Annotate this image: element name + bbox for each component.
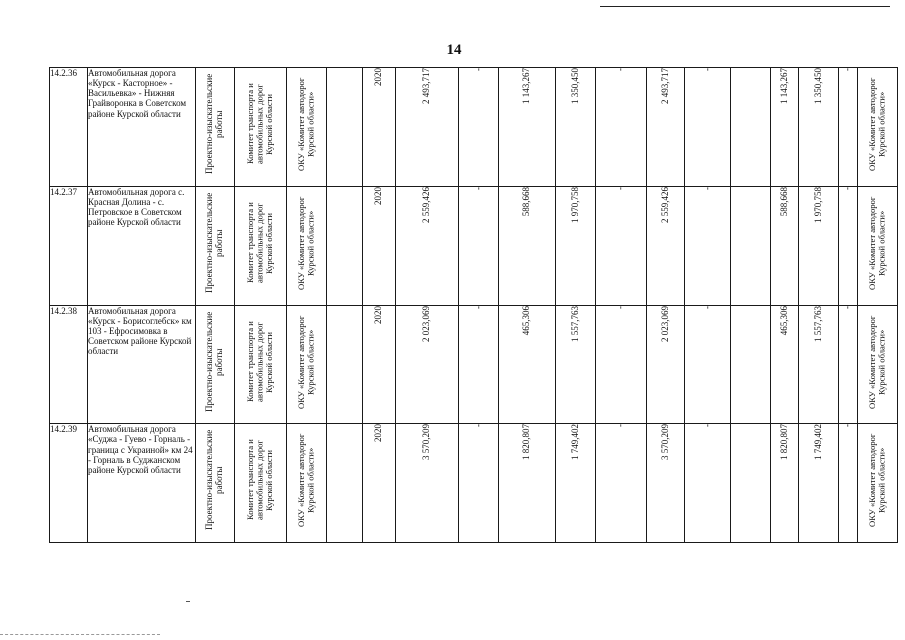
value-5: - [701,68,712,71]
federal-budget-cell [459,424,499,543]
table-row [50,68,898,187]
customer: Комитет транспорта и автомобильных дорог Курской области [245,439,275,521]
value-7: 1 970,758 [812,186,823,223]
executor: ОКУ «Комитет автодорог Курской области» [296,433,316,527]
executor-2-cell [858,424,898,543]
value-3: 1 749,402 [569,424,580,461]
year: 2020 [373,424,384,443]
value-5: - [701,305,712,309]
value-7: 1 557,763 [812,305,823,342]
table-row [50,186,898,305]
object-name-cell [88,186,196,305]
scan-mark [186,601,190,602]
customer-cell [235,305,287,424]
value-4-cell [596,68,647,187]
program-table [49,67,898,543]
value-7-cell [799,186,839,305]
year: 2020 [373,186,384,205]
value-3-cell [556,305,596,424]
work-type: Проектно-изыскательские работы [204,430,224,531]
executor-2-cell [858,68,898,187]
blank-cell-cell [327,305,363,424]
value-2: 465,306 [521,305,532,335]
year-cell [363,424,396,543]
value-8-cell [839,68,858,187]
spacer-cell-cell [731,424,771,543]
total-cost: 2 023,069 [421,305,432,342]
total-cost-cell [396,186,459,305]
total-cost: 2 493,717 [421,68,432,104]
executor-2: ОКУ «Комитет автодорог Курской области» [867,433,887,527]
executor-cell [287,68,327,187]
value-4-cell [596,186,647,305]
row-number-cell [50,305,88,424]
work-type: Проектно-изыскательские работы [204,311,224,412]
federal-budget: - [472,68,483,71]
value-4: - [615,186,626,190]
value-4: - [615,68,626,71]
total-cost-2: 3 570,209 [659,424,670,461]
value-7: 1 749,402 [812,424,823,461]
work-type-cell [196,305,235,424]
federal-budget-cell [459,186,499,305]
work-type: Проектно-изыскательские работы [204,73,224,175]
value-2-cell [499,305,556,424]
work-type-cell [196,186,235,305]
row-number: 14.2.37 [50,186,77,197]
work-type-cell [196,68,235,187]
total-cost-cell [396,305,459,424]
value-2-cell [499,68,556,187]
value-6: 465,306 [778,305,789,335]
executor-cell [287,424,327,543]
customer-cell [235,424,287,543]
value-8: - [842,68,853,71]
value-6-cell [771,186,799,305]
value-4-cell [596,424,647,543]
executor: ОКУ «Комитет автодорог Курской области» [296,77,316,171]
value-7: 1 350,450 [812,68,823,104]
value-4: - [615,305,626,309]
value-3-cell [556,424,596,543]
value-5: - [701,424,712,428]
value-6: 1 143,267 [778,68,789,104]
object-name: Автомобильная дорога «Курск - Касторное» - Васильевка» - Нижняя Грайворонка в Советском районе Курской области [88,68,187,119]
object-name: Автомобильная дорога «Курск - Борисоглебск» км 103 - Ефросимовка в Советском районе Курской области [88,305,192,357]
federal-budget: - [472,424,483,428]
blank-cell-cell [327,186,363,305]
value-2-cell [499,424,556,543]
value-7-cell [799,305,839,424]
value-2: 1 820,807 [521,424,532,461]
object-name-cell [88,424,196,543]
executor-2-cell [858,186,898,305]
year-cell [363,68,396,187]
object-name-cell [88,68,196,187]
value-4: - [615,424,626,428]
value-2: 1 143,267 [521,68,532,104]
total-cost-2: 2 493,717 [659,68,670,104]
object-name: Автомобильная дорога «Суджа - Гуево - Горналь - граница с Украиной» км 24 - Горналь в Суджанском районе Курской области [88,424,193,475]
executor-cell [287,305,327,424]
executor: ОКУ «Комитет автодорог Курской области» [296,196,316,290]
total-cost-2: 2 023,069 [659,305,670,342]
customer: Комитет транспорта и автомобильных дорог Курской области [245,202,275,284]
value-5: - [701,186,712,190]
blank-cell-cell [327,68,363,187]
total-cost-2-cell [647,186,685,305]
federal-budget-cell [459,68,499,187]
row-number-cell [50,186,88,305]
customer: Комитет транспорта и автомобильных дорог Курской области [245,321,275,402]
value-8: - [842,424,853,428]
federal-budget: - [472,186,483,190]
year: 2020 [373,305,384,324]
value-8: - [842,186,853,190]
value-3-cell [556,186,596,305]
row-number-cell [50,68,88,187]
value-3: 1 970,758 [569,186,580,223]
row-number: 14.2.36 [50,68,77,78]
value-5-cell [685,305,731,424]
total-cost-2-cell [647,424,685,543]
value-8-cell [839,305,858,424]
year-cell [363,186,396,305]
executor-2-cell [858,305,898,424]
scan-edge [0,634,160,635]
row-number-cell [50,424,88,543]
value-5-cell [685,186,731,305]
value-5-cell [685,424,731,543]
spacer-cell-cell [731,186,771,305]
value-2-cell [499,186,556,305]
customer-cell [235,186,287,305]
table-row [50,305,898,424]
value-2: 588,668 [521,186,532,216]
page-number: 14 [446,42,462,58]
value-8: - [842,305,853,309]
executor-2: ОКУ «Комитет автодорог Курской области» [867,314,887,409]
row-number: 14.2.38 [50,305,77,316]
total-cost-cell [396,424,459,543]
value-3: 1 350,450 [569,68,580,104]
value-8-cell [839,186,858,305]
object-name-cell [88,305,196,424]
spacer-cell-cell [731,68,771,187]
year-cell [363,305,396,424]
blank-cell-cell [327,424,363,543]
spacer-cell-cell [731,305,771,424]
federal-budget-cell [459,305,499,424]
federal-budget: - [472,305,483,309]
executor-2: ОКУ «Комитет автодорог Курской области» [867,77,887,171]
top-rule [600,6,890,7]
executor-2: ОКУ «Комитет автодорог Курской области» [867,196,887,290]
value-6: 1 820,807 [778,424,789,461]
total-cost: 2 559,426 [421,186,432,223]
value-8-cell [839,424,858,543]
value-3: 1 557,763 [569,305,580,342]
table-body [50,68,898,543]
work-type: Проектно-изыскательские работы [204,192,224,293]
total-cost-2: 2 559,426 [659,186,670,223]
table-row [50,424,898,543]
executor-cell [287,186,327,305]
customer: Комитет транспорта и автомобильных дорог Курской области [245,83,275,165]
value-4-cell [596,305,647,424]
value-7-cell [799,424,839,543]
value-3-cell [556,68,596,187]
executor: ОКУ «Комитет автодорог Курской области» [296,314,316,409]
object-name: Автомобильная дорога с. Красная Долина - с. Петровское в Советском районе Курской области [88,186,185,228]
value-7-cell [799,68,839,187]
total-cost-2-cell [647,68,685,187]
value-6-cell [771,424,799,543]
value-6-cell [771,305,799,424]
work-type-cell [196,424,235,543]
total-cost-cell [396,68,459,187]
value-5-cell [685,68,731,187]
customer-cell [235,68,287,187]
value-6: 588,668 [778,186,789,216]
row-number: 14.2.39 [50,424,77,435]
year: 2020 [373,68,384,86]
value-6-cell [771,68,799,187]
total-cost: 3 570,209 [421,424,432,461]
total-cost-2-cell [647,305,685,424]
